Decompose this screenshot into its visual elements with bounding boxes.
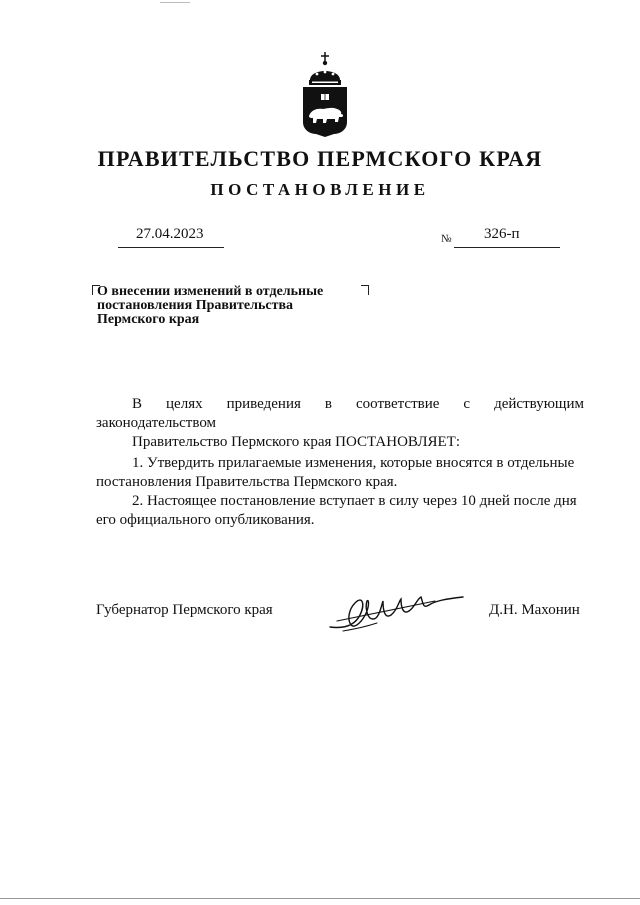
document-type: ПОСТАНОВЛЕНИЕ (210, 180, 430, 199)
subject-line: Пермского края (97, 312, 200, 327)
word: в (324, 396, 332, 412)
document-date: 27.04.2023 (136, 226, 204, 242)
word: действующим (494, 396, 584, 412)
document-number-field (454, 226, 560, 248)
document-number: 326-п (484, 226, 520, 242)
signatory-title: Губернатор Пермского края (96, 602, 273, 618)
document-date-field (118, 226, 224, 248)
handwritten-signature-icon (325, 585, 465, 635)
word: В (132, 396, 143, 412)
subject-line: постановления Правительства (97, 298, 293, 313)
scan-artifact-bottom (0, 898, 640, 899)
item-1-line1: 1. Утвердить прилагаемые изменения, которые вносятся в отдельные (132, 455, 575, 471)
number-label: № (441, 233, 452, 245)
subject-line: О внесении изменений в отдельные (97, 284, 324, 299)
scan-artifact-top (160, 2, 190, 3)
word: целях (166, 396, 203, 412)
item-2-line1: 2. Настоящее постановление вступает в силу через 10 дней после дня (132, 493, 577, 509)
subject-corner-right (361, 285, 369, 295)
signatory-name: Д.Н. Махонин (489, 602, 580, 618)
government-title: ПРАВИТЕЛЬСТВО ПЕРМСКОГО КРАЯ (97, 146, 543, 171)
paragraph-purpose-line1 (96, 395, 584, 414)
document-subject (97, 285, 357, 327)
resolution-statement: Правительство Пермского края ПОСТАНОВЛЯЕТ: (132, 434, 461, 450)
paragraph-purpose (96, 395, 584, 414)
word: соответствие (356, 396, 440, 412)
coat-of-arms-icon (300, 50, 350, 140)
paragraph-purpose-line2: законодательством (96, 415, 217, 431)
word: приведения (226, 396, 301, 412)
item-2-line2: его официального опубликования. (96, 512, 315, 528)
item-1-line2: постановления Правительства Пермского края. (96, 474, 398, 490)
word: с (463, 396, 471, 412)
